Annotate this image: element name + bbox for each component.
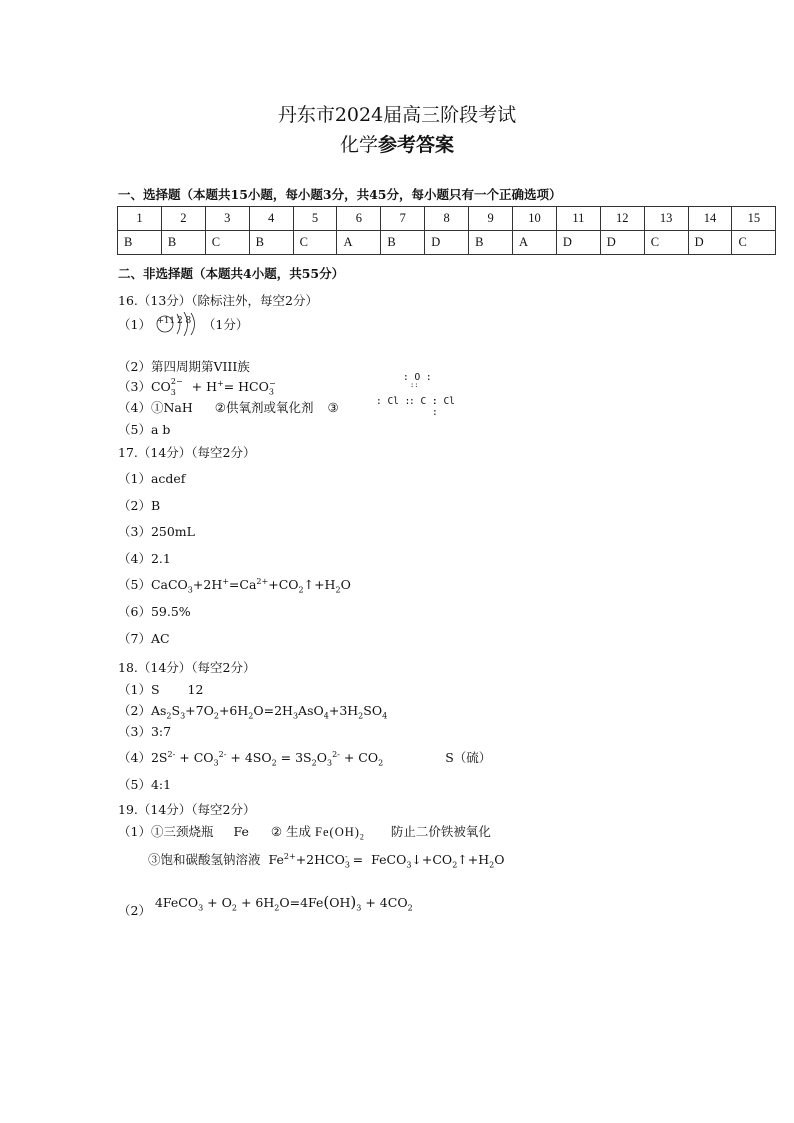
q18-title: 18.（14分）（每空2分） bbox=[118, 660, 256, 675]
q-number: 12 bbox=[600, 207, 644, 231]
q19-part1-line2: ③饱和碳酸氢钠溶液 $Fe^{2+}+2HCO_3^-$ = $FeCO_3↓+CO_2↑+H_2O$ bbox=[148, 851, 505, 870]
q-answer: B bbox=[381, 231, 425, 255]
q-number: 10 bbox=[513, 207, 557, 231]
q17-p5-label: （5） bbox=[118, 577, 151, 592]
subtitle-bold: 参考答案 bbox=[378, 134, 455, 156]
q-answer: D bbox=[688, 231, 732, 255]
q-number: 4 bbox=[249, 207, 293, 231]
q-answer: C bbox=[293, 231, 337, 255]
q19-p1-c: ② 生成 bbox=[270, 824, 312, 839]
q18-p2-label: （2） bbox=[118, 703, 151, 718]
q-number: 11 bbox=[556, 207, 600, 231]
q18-part4: $(4)2S^{2-} + CO_3^{2-} + 4SO_2 = 3S_2O_3^{2-} + CO_2$ S（硫） bbox=[118, 749, 492, 768]
q-answer: A bbox=[513, 231, 557, 255]
doc-subtitle bbox=[0, 130, 794, 157]
q-number: 8 bbox=[425, 207, 469, 231]
q16-p3-label: （3） bbox=[118, 379, 151, 394]
q16-p4-label: （4）①NaH bbox=[118, 400, 193, 415]
q16-title: 16.（13分）（除标注外，每空2分） bbox=[118, 293, 318, 308]
q-number: 9 bbox=[469, 207, 513, 231]
q-number: 5 bbox=[293, 207, 337, 231]
q18-p1-a: （1）S bbox=[118, 682, 160, 697]
cocl2-electron-formula: : O : :: : Cl : : C : : Cl : bbox=[376, 372, 455, 418]
nucleus-charge: +11 bbox=[156, 315, 175, 326]
q-number: 2 bbox=[161, 207, 205, 231]
q17-part3: （3）250mL bbox=[118, 524, 195, 539]
q-number: 6 bbox=[337, 207, 381, 231]
q-answer: B bbox=[161, 231, 205, 255]
q18-p4-label: （4） bbox=[118, 750, 151, 765]
doc-title: 丹东市2024届高三阶段考试 bbox=[277, 104, 517, 126]
q19-p2-label: （2） bbox=[118, 903, 151, 918]
q-answer: A bbox=[337, 231, 381, 255]
q16-part5: （5）a b bbox=[118, 422, 171, 437]
q16-part3: $(3)CO_3^{2-} + H^+= HCO_3^-$ bbox=[118, 376, 276, 397]
q17-part4: （4）2.1 bbox=[118, 551, 171, 566]
section1-heading: 一、选择题（本题共15小题，每小题3分，共45分，每小题只有一个正确选项） bbox=[118, 187, 562, 202]
q18-part5: （5）4:1 bbox=[118, 777, 172, 792]
q-answer: B bbox=[469, 231, 513, 255]
q18-p1-b: 12 bbox=[187, 682, 204, 697]
q-answer: C bbox=[205, 231, 249, 255]
q16-part4 bbox=[118, 398, 339, 416]
q-answer: D bbox=[556, 231, 600, 255]
q19-p1-d: 防止二价铁被氧化 bbox=[390, 824, 491, 839]
q16-part2: （2）第四周期第VIII族 bbox=[118, 359, 250, 374]
q18-part3: （3）3:7 bbox=[118, 724, 172, 739]
answer-table-answers bbox=[118, 231, 776, 255]
q19-title: 19.（14分）（每空2分） bbox=[118, 802, 256, 817]
q16-part1 bbox=[118, 315, 248, 336]
q19-p1-a: （1）①三颈烧瓶 bbox=[118, 824, 214, 839]
q19-p1-e: ③饱和碳酸氢钠溶液 bbox=[148, 852, 261, 867]
q-answer: D bbox=[425, 231, 469, 255]
q-number: 14 bbox=[688, 207, 732, 231]
q17-part5: $(5)CaCO_3+2H^+=Ca^{2+}+CO_2↑+H_2O$ bbox=[118, 576, 351, 595]
q18-part1 bbox=[118, 680, 203, 698]
q17-part6: （6）59.5% bbox=[118, 604, 191, 619]
q17-part7: （7）AC bbox=[118, 631, 170, 646]
subtitle-pre: 化学 bbox=[339, 134, 378, 156]
q17-part1: （1）acdef bbox=[118, 471, 186, 486]
electron-shells: 2 8 bbox=[176, 315, 192, 326]
q19-part1: （1）①三颈烧瓶 Fe ② 生成 $Fe(OH)_2$ 防止二价铁被氧化 bbox=[118, 824, 491, 842]
answer-table-numbers bbox=[118, 207, 776, 231]
q-answer: C bbox=[732, 231, 776, 255]
q-answer: D bbox=[600, 231, 644, 255]
q16-p4-c: ③ bbox=[327, 400, 339, 415]
q18-part2: $(2)As_2S_3+7O_2+6H_2O=2H_3AsO_4+3H_2SO_4$ bbox=[118, 703, 388, 721]
q-answer: B bbox=[249, 231, 293, 255]
q17-part2: （2）B bbox=[118, 498, 161, 513]
q18-p4-b: S（硫） bbox=[445, 750, 492, 765]
q19-p1-b: Fe bbox=[233, 824, 249, 839]
q17-title: 17.（14分）（每空2分） bbox=[118, 445, 256, 460]
q19-part2: （2）4FeCO$_3$ + $O_2 + 6H_2O=4Fe(OH)_3 + 4CO_2$ bbox=[118, 893, 413, 918]
sodium-atom-structure-diagram bbox=[155, 316, 199, 336]
q16-p1-label: （1） bbox=[118, 317, 151, 332]
q16-p1-note: （1分） bbox=[202, 317, 249, 332]
q-number: 13 bbox=[644, 207, 688, 231]
section2-heading: 二、非选择题（本题共4小题，共55分） bbox=[118, 266, 345, 281]
q-number: 1 bbox=[118, 207, 162, 231]
q-number: 15 bbox=[732, 207, 776, 231]
q16-p4-b: ②供氧剂或氧化剂 bbox=[214, 400, 314, 415]
q-answer: C bbox=[644, 231, 688, 255]
q-number: 3 bbox=[205, 207, 249, 231]
q-answer: B bbox=[118, 231, 162, 255]
q-number: 7 bbox=[381, 207, 425, 231]
answer-table bbox=[117, 206, 776, 255]
